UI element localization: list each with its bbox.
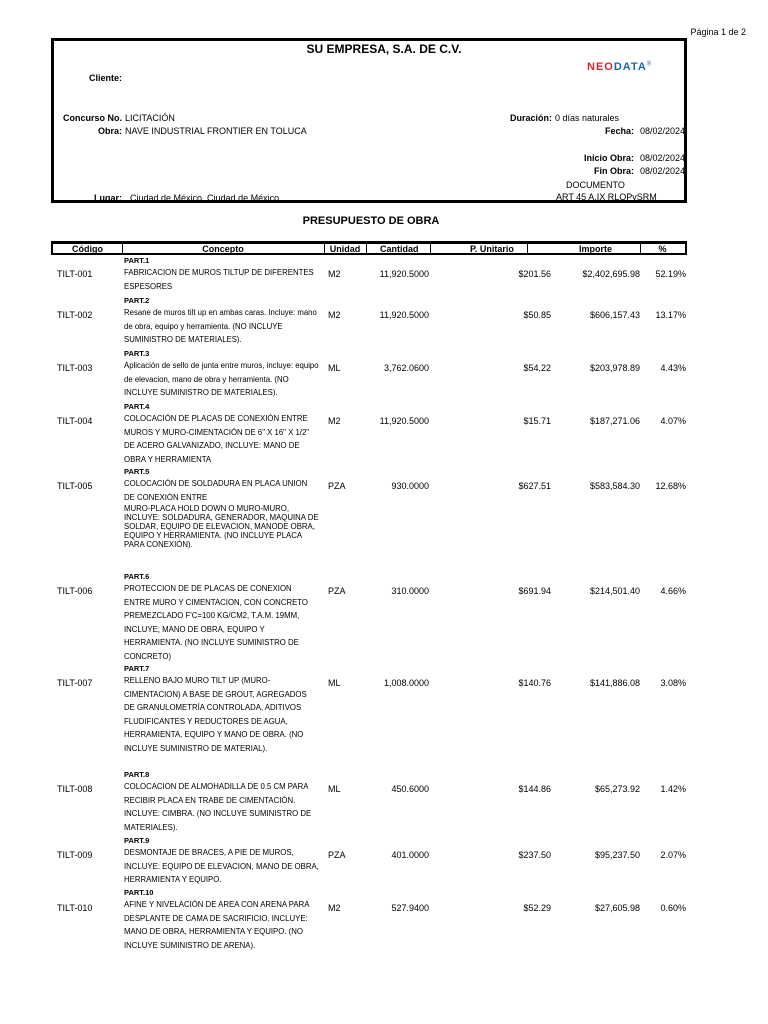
row-description: RELLENO BAJO MURO TILT UP (MURO-CIMENTACION) A BASE DE GROUT, AGREGADOS DE GRANULOMETRÍA CONTROLADA, ADITIVOS FLUDIFICANTES Y REDUCTORES DE AGUA, HERRAMIENTA, EQUIPO Y MANO DE OBRA. (NO INCLUYE SUMINISTRO DE MATERIAL). (124, 676, 307, 753)
row-code: TILT-006 (57, 586, 93, 596)
page-number: Página 1 de 2 (690, 27, 746, 37)
row-description: PROTECCION DE DE PLACAS DE CONEXION ENTRE MURO Y CIMENTACION, CON CONCRETO PREMEZCLADO F'C=100 KG/CM2, T.A.M. 19MM, INCLUYE; MANO DE OBRA, EQUIPO Y HERRAMIENTA. (NO INCLUYE SUMINISTRO DE CONCRETO) (124, 584, 308, 661)
row-percent: 3.08% (660, 678, 686, 688)
row-amount: $583,584.30 (589, 481, 640, 491)
part-label: PART.7 (124, 664, 150, 673)
col-codigo: Código (72, 244, 103, 254)
row-unit-price: $691.94 (518, 586, 551, 596)
row-unit-price: $54.22 (523, 363, 551, 373)
row-unit: PZA (328, 481, 346, 491)
row-unit-price: $627.51 (518, 481, 551, 491)
row-percent: 52.19% (655, 269, 686, 279)
documento-value: ART 45 A.IX RLOPySRM (556, 192, 657, 202)
concurso-label: Concurso No. (62, 113, 122, 123)
row-code: TILT-001 (57, 269, 93, 279)
row-unit-price: $237.50 (518, 850, 551, 860)
row-amount: $203,978.89 (589, 363, 640, 373)
row-unit: ML (328, 784, 341, 794)
company-name: SU EMPRESA, S.A. DE C.V. (306, 42, 462, 56)
inicio-obra-value: 08/02/2024 (640, 153, 686, 163)
row-code: TILT-007 (57, 678, 93, 688)
row-description: FABRICACION DE MUROS TILTUP DE DIFERENTES ESPESORES (124, 268, 314, 291)
part-label: PART.1 (124, 256, 150, 265)
part-label: PART.2 (124, 296, 150, 305)
lugar-value: , Ciudad de México, Ciudad de México (125, 193, 280, 203)
row-unit: M2 (328, 416, 341, 426)
part-label: PART.6 (124, 572, 150, 581)
row-description: AFINE Y NIVELACIÓN DE AREA CON ARENA PARA DESPLANTE DE CAMA DE SACRIFICIO. INCLUYE: MANO DE OBRA, HERRAMIENTA Y EQUIPO. (NO INCLUYE SUMINISTRO DE ARENA). (124, 900, 310, 950)
col-cantidad: Cantidad (380, 244, 419, 254)
row-amount: $141,886.08 (589, 678, 640, 688)
part-label: PART.8 (124, 770, 150, 779)
fin-obra-value: 08/02/2024 (640, 166, 686, 176)
col-punitario: P. Unitario (470, 244, 514, 254)
row-quantity: 1,008.0000 (383, 678, 429, 688)
obra-value: NAVE INDUSTRIAL FRONTIER EN TOLUCA (125, 126, 307, 136)
row-unit: ML (328, 678, 341, 688)
row-unit: M2 (328, 903, 341, 913)
part-label: PART.10 (124, 888, 154, 897)
concurso-value: LICITACIÓN (125, 113, 175, 123)
row-quantity: 527.9400 (391, 903, 429, 913)
row-unit-price: $15.71 (523, 416, 551, 426)
row-percent: 13.17% (655, 310, 686, 320)
row-amount: $95,237.50 (594, 850, 640, 860)
row-quantity: 310.0000 (391, 586, 429, 596)
row-unit-price: $144.86 (518, 784, 551, 794)
row-description-b: MURO-PLACA HOLD DOWN O MURO-MURO, INCLUYE: SOLDADURA, GENERADOR, MAQUINA DE SOLDAR, EQUIPO DE ELEVACION, MANODE OBRA, EQUIPO Y HERRAMIENTA. (NO INCLUYE PLACA PARA CONEXIÓN). (124, 504, 319, 549)
duracion-value: 0 días naturales (555, 113, 620, 123)
part-label: PART.5 (124, 467, 150, 476)
row-quantity: 930.0000 (391, 481, 429, 491)
row-unit: PZA (328, 850, 346, 860)
row-unit: M2 (328, 269, 341, 279)
row-amount: $2,402,695.98 (582, 269, 640, 279)
row-description: COLOCACIÓN DE PLACAS DE CONEXIÓN ENTRE MUROS Y MURO-CIMENTACIÓN DE 6" X 16" X 1/2" DE ACERO GALVANIZADO, INCLUYE: MANO DE OBRA Y HERRAMIENTA (124, 414, 310, 464)
row-code: TILT-005 (57, 481, 93, 491)
part-label: PART.3 (124, 349, 150, 358)
row-quantity: 11,920.5000 (379, 416, 429, 426)
row-code: TILT-009 (57, 850, 93, 860)
row-description: Aplicación de sello de junta entre muros, incluye: equipo de elevacion, mano de obra y herramienta. (NO INCLUYE SUMINISTRO DE MATERIALES). (124, 361, 319, 397)
col-concepto: Concepto (202, 244, 244, 254)
row-quantity: 401.0000 (391, 850, 429, 860)
row-percent: 4.07% (660, 416, 686, 426)
row-description-a: COLOCACIÓN DE SOLDADURA EN PLACA UNION DE CONEXIÓN ENTRE (124, 479, 308, 502)
row-code: TILT-008 (57, 784, 93, 794)
document-title: PRESUPUESTO DE OBRA (302, 215, 440, 227)
row-percent: 4.43% (660, 363, 686, 373)
row-quantity: 450.6000 (391, 784, 429, 794)
row-unit: M2 (328, 310, 341, 320)
row-percent: 4.66% (660, 586, 686, 596)
row-percent: 12.68% (655, 481, 686, 491)
row-unit-price: $140.76 (518, 678, 551, 688)
row-unit-price: $201.56 (518, 269, 551, 279)
row-quantity: 11,920.5000 (379, 269, 429, 279)
row-description: Resane de muros tilt up en ambas caras. Incluye: mano de obra, equipo y herramienta. (NO INCLUYE SUMINISTRO DE MATERIALES). (124, 308, 317, 344)
inicio-obra-label: Inicio Obra: (583, 153, 634, 163)
documento-label: DOCUMENTO (566, 180, 625, 190)
col-unidad: Unidad (329, 244, 361, 254)
fecha-value: 08/02/2024 (640, 126, 686, 136)
row-unit: ML (328, 363, 341, 373)
col-porcentaje: % (658, 244, 667, 254)
row-description: DESMONTAJE DE BRACES, A PIE DE MUROS, INCLUYE: EQUIPO DE ELEVACION, MANO DE OBRA, HERRAMIENTA Y EQUIPO. (124, 848, 319, 884)
fecha-label: Fecha: (604, 126, 634, 136)
row-amount: $214,501.40 (589, 586, 640, 596)
neodata-logo: NEODATA® (587, 61, 653, 73)
row-quantity: 11,920.5000 (379, 310, 429, 320)
row-unit-price: $52.29 (523, 903, 551, 913)
lugar-label: Lugar: (94, 193, 122, 203)
row-unit: PZA (328, 586, 346, 596)
row-code: TILT-010 (57, 903, 93, 913)
row-amount: $27,605.98 (594, 903, 640, 913)
cliente-label: Cliente: (88, 73, 122, 83)
part-label: PART.9 (124, 836, 150, 845)
row-amount: $606,157.43 (589, 310, 640, 320)
row-percent: 0.60% (660, 903, 686, 913)
obra-label: Obra: (97, 126, 122, 136)
row-unit-price: $50.85 (523, 310, 551, 320)
row-percent: 2.07% (660, 850, 686, 860)
row-quantity: 3,762.0600 (383, 363, 429, 373)
row-percent: 1.42% (660, 784, 686, 794)
fin-obra-label: Fin Obra: (594, 166, 634, 176)
row-description: COLOCACION DE ALMOHADILLA DE 0.5 CM PARA RECIBIR PLACA EN TRABE DE CIMENTACIÓN. INCLUYE: CIMBRA. (NO INCLUYE SUMINISTRO DE MATERIALES). (124, 782, 312, 832)
row-amount: $65,273.92 (594, 784, 640, 794)
row-code: TILT-003 (57, 363, 93, 373)
row-amount: $187,271.06 (589, 416, 640, 426)
col-importe: Importe (579, 244, 613, 254)
duracion-label: Duración: (509, 113, 552, 123)
row-code: TILT-004 (57, 416, 93, 426)
part-label: PART.4 (124, 402, 150, 411)
row-code: TILT-002 (57, 310, 93, 320)
